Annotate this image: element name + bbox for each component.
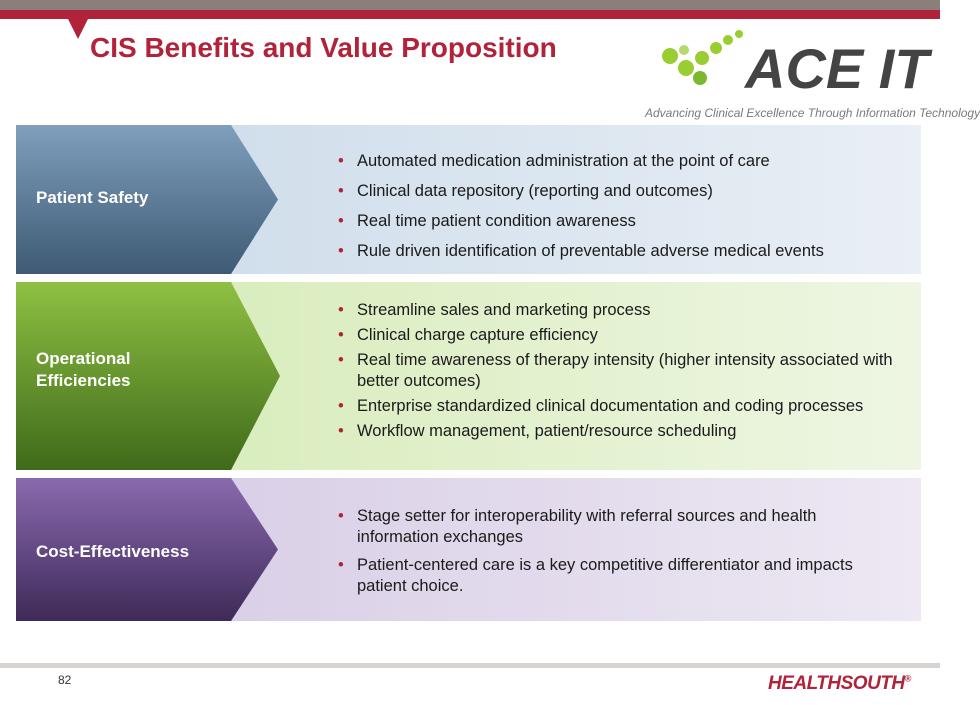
page-title: CIS Benefits and Value Proposition bbox=[90, 32, 557, 63]
section-label: Patient Safety bbox=[36, 188, 149, 207]
section-label: Cost-Effectiveness bbox=[36, 542, 190, 561]
logo-wordmark: ACE IT bbox=[745, 37, 929, 100]
bullet-item: • Rule driven identification of preventable adverse medical events bbox=[338, 241, 908, 262]
accent-band bbox=[0, 10, 940, 19]
logo-dots bbox=[662, 30, 743, 85]
bullet-item: • Clinical charge capture efficiency bbox=[338, 325, 913, 346]
bullet-list bbox=[338, 300, 913, 442]
healthsouth-logo bbox=[768, 673, 911, 695]
brand-name: HEALTHSOUTH bbox=[768, 673, 905, 694]
section-cost-effectiveness bbox=[16, 478, 921, 621]
title-flag bbox=[68, 19, 88, 39]
bullet-item: • Streamline sales and marketing process bbox=[338, 300, 913, 321]
bullet-item: • Real time awareness of therapy intensity (higher intensity associated with better outcomes) bbox=[338, 350, 913, 392]
bullet-item: • Clinical data repository (reporting and outcomes) bbox=[338, 181, 908, 202]
bullet-list bbox=[338, 506, 883, 597]
bullet-item: • Patient-centered care is a key competitive differentiator and impacts patient choice. bbox=[338, 555, 883, 597]
footer-divider bbox=[0, 663, 940, 668]
bullet-list bbox=[338, 151, 908, 262]
logo-tagline: Advancing Clinical Excellence Through Information Technology bbox=[645, 106, 980, 120]
bullet-item: • Enterprise standardized clinical documentation and coding processes bbox=[338, 396, 913, 417]
page-number: 82 bbox=[58, 673, 72, 687]
bullet-item: • Workflow management, patient/resource scheduling bbox=[338, 421, 913, 442]
bullet-item: • Stage setter for interoperability with referral sources and health information exchanges bbox=[338, 506, 883, 548]
section-label: Operational Efficiencies bbox=[36, 349, 131, 390]
section-operational-efficiencies bbox=[16, 282, 921, 470]
top-band bbox=[0, 0, 940, 10]
registered-mark: ® bbox=[904, 673, 911, 684]
section-patient-safety bbox=[16, 125, 921, 274]
bullet-item: • Real time patient condition awareness bbox=[338, 211, 908, 232]
bullet-item: • Automated medication administration at the point of care bbox=[338, 151, 908, 172]
